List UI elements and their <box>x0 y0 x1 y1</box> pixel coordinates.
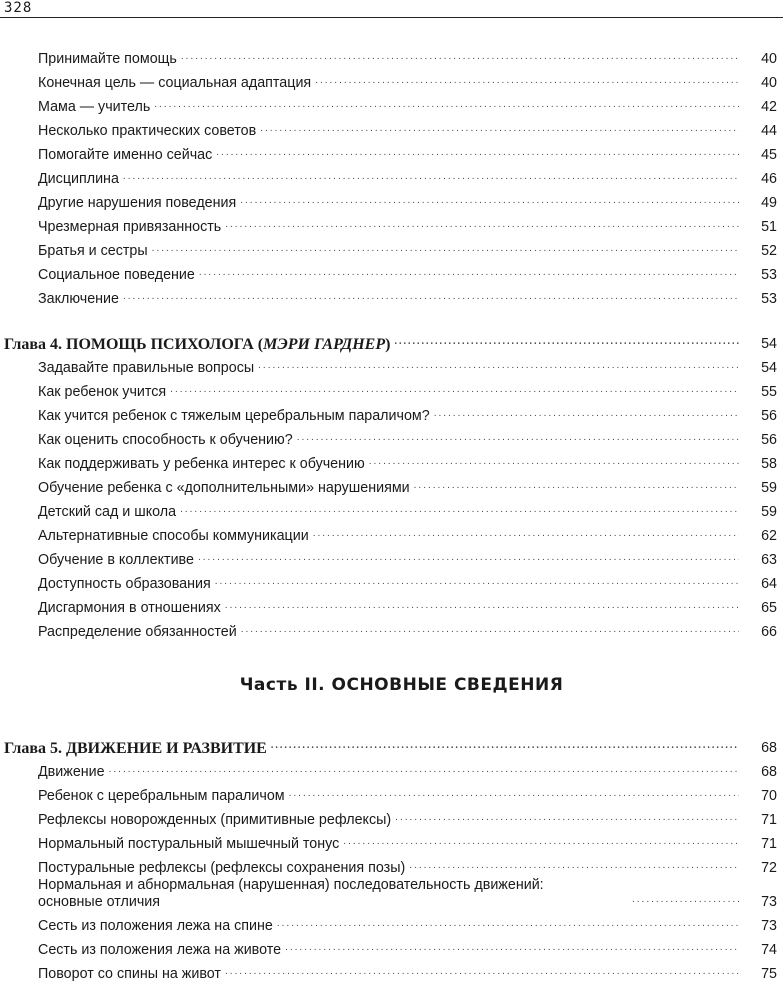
toc-entry-title-line1: Нормальная и абнормальная (нарушенная) последовательность движений: <box>38 877 544 893</box>
dot-leader <box>215 573 739 590</box>
toc-entry-page: 73 <box>739 918 777 935</box>
toc-entry-page: 65 <box>739 600 777 617</box>
dot-leader <box>180 501 739 518</box>
toc-entry-page: 70 <box>739 788 777 805</box>
toc-entry-page: 42 <box>739 99 777 116</box>
dot-leader <box>240 192 739 209</box>
toc-entry-title: Конечная цель — социальная адаптация <box>38 75 315 92</box>
header-rule <box>0 17 783 18</box>
toc-entry-title: Обучение ребенка с «дополнительными» нарушениями <box>38 480 414 497</box>
toc-entry <box>0 260 783 284</box>
toc-entry-page: 71 <box>739 812 777 829</box>
toc-entry-page: 64 <box>739 576 777 593</box>
toc-entry-page: 58 <box>739 456 777 473</box>
toc-entry-title: Заключение <box>38 291 123 308</box>
toc-entry-title-line2: основные отличия <box>38 894 161 910</box>
toc-entry-title: Другие нарушения поведения <box>38 195 240 212</box>
toc-entry-page: 62 <box>739 528 777 545</box>
toc-entry-page: 66 <box>739 624 777 641</box>
chapter-author: МЭРИ ГАРДНЕР <box>263 336 386 353</box>
chapter-title: Глава 5. ДВИЖЕНИЕ И РАЗВИТИЕ <box>4 740 271 757</box>
toc-entry <box>0 959 783 983</box>
toc-entry <box>0 497 783 521</box>
dot-leader <box>414 477 739 494</box>
toc-entry-page: 40 <box>739 75 777 92</box>
toc-entry-page: 52 <box>739 243 777 260</box>
spacer <box>0 308 783 327</box>
toc-entry-page: 75 <box>739 966 777 983</box>
toc-entry-title: Рефлексы новорожденных (примитивные рефлексы) <box>38 812 395 829</box>
dot-leader <box>343 833 739 850</box>
toc-entry <box>0 284 783 308</box>
toc-entry <box>0 757 783 781</box>
toc-entry-page: 56 <box>739 408 777 425</box>
part-heading: Часть II. ОСНОВНЫЕ СВЕДЕНИЯ <box>239 675 564 695</box>
chapter-title-close: ) <box>385 336 391 353</box>
toc-entry-page: 68 <box>739 764 777 781</box>
toc-entry-page: 46 <box>739 171 777 188</box>
dot-leader <box>632 891 739 908</box>
toc-entry-title: Сесть из положения лежа на животе <box>38 942 285 959</box>
toc-entry-page: 63 <box>739 552 777 569</box>
toc-entry-title: Задавайте правильные вопросы <box>38 360 258 377</box>
toc-entry-title: Обучение в коллективе <box>38 552 198 569</box>
dot-leader <box>109 761 739 778</box>
toc-entry <box>0 449 783 473</box>
toc-entry <box>0 853 783 877</box>
toc-entry-title: Ребенок с церебральным параличом <box>38 788 289 805</box>
toc-entry <box>0 935 783 959</box>
toc-entry <box>0 593 783 617</box>
toc-entry-page: 53 <box>739 291 777 308</box>
toc-entry-title: Как оценить способность к обучению? <box>38 432 297 449</box>
toc-entry-title: Дисгармония в отношениях <box>38 600 225 617</box>
toc-entry <box>0 92 783 116</box>
toc-entry-page: 73 <box>739 894 777 911</box>
toc-entry <box>0 44 783 68</box>
dot-leader <box>152 240 739 257</box>
toc-entry <box>0 473 783 497</box>
page-number: 328 <box>4 0 33 16</box>
dot-leader <box>313 525 739 542</box>
table-of-contents <box>0 44 783 983</box>
toc-entry <box>0 569 783 593</box>
dot-leader <box>315 72 739 89</box>
toc-entry <box>0 353 783 377</box>
toc-entry-page: 56 <box>739 432 777 449</box>
toc-entry-title: Доступность образования <box>38 576 215 593</box>
toc-entry-page: 51 <box>739 219 777 236</box>
toc-entry-title: Социальное поведение <box>38 267 199 284</box>
toc-entry-title: Принимайте помощь <box>38 51 181 68</box>
chapter-page: 54 <box>739 336 777 353</box>
toc-entry-page: 54 <box>739 360 777 377</box>
toc-entry-page: 53 <box>739 267 777 284</box>
toc-entry-title: Дисциплина <box>38 171 123 188</box>
toc-entry-title: Постуральные рефлексы (рефлексы сохранения позы) <box>38 860 409 877</box>
toc-entry-page: 71 <box>739 836 777 853</box>
toc-entry-title: Поворот со спины на живот <box>38 966 225 983</box>
dot-leader <box>181 48 739 65</box>
chapter-title-text: Глава 4. ПОМОЩЬ ПСИХОЛОГА ( <box>4 336 264 353</box>
dot-leader <box>434 405 739 422</box>
dot-leader <box>225 963 739 980</box>
dot-leader <box>395 809 739 826</box>
toc-entry-page: 49 <box>739 195 777 212</box>
toc-entry-title: Нормальный постуральный мышечный тонус <box>38 836 343 853</box>
toc-entry-page: 74 <box>739 942 777 959</box>
chapter-page: 68 <box>739 740 777 757</box>
dot-leader <box>285 939 739 956</box>
toc-entry-page: 59 <box>739 480 777 497</box>
toc-entry-title: Как ребенок учится <box>38 384 170 401</box>
dot-leader <box>289 785 739 802</box>
toc-entry <box>0 829 783 853</box>
dot-leader <box>225 216 739 233</box>
dot-leader <box>258 357 739 374</box>
dot-leader <box>277 915 739 932</box>
chapter-heading <box>0 327 783 353</box>
toc-entry <box>0 377 783 401</box>
toc-entry-title: Как поддерживать у ребенка интерес к обучению <box>38 456 369 473</box>
toc-entry <box>0 521 783 545</box>
dot-leader <box>369 453 739 470</box>
toc-entry <box>0 188 783 212</box>
dot-leader <box>216 144 739 161</box>
dot-leader <box>260 120 739 137</box>
toc-entry-page: 45 <box>739 147 777 164</box>
dot-leader <box>297 429 739 446</box>
dot-leader <box>225 597 739 614</box>
dot-leader <box>409 857 739 874</box>
toc-entry-title: Помогайте именно сейчас <box>38 147 216 164</box>
toc-entry-page: 44 <box>739 123 777 140</box>
toc-entry <box>0 401 783 425</box>
toc-entry <box>0 781 783 805</box>
toc-entry-title: Чрезмерная привязанность <box>38 219 225 236</box>
dot-leader <box>170 381 739 398</box>
toc-entry-title: Движение <box>38 764 109 781</box>
toc-entry-title: Альтернативные способы коммуникации <box>38 528 313 545</box>
chapter-title <box>4 336 394 353</box>
toc-entry <box>0 236 783 260</box>
toc-entry <box>0 164 783 188</box>
toc-entry <box>0 911 783 935</box>
toc-entry <box>0 68 783 92</box>
toc-entry-title: Детский сад и школа <box>38 504 180 521</box>
toc-entry <box>0 805 783 829</box>
dot-leader <box>394 333 739 350</box>
toc-entry <box>0 140 783 164</box>
toc-entry <box>0 545 783 569</box>
dot-leader <box>271 737 739 754</box>
dot-leader <box>123 168 739 185</box>
toc-entry-title: Несколько практических советов <box>38 123 260 140</box>
toc-entry-page: 40 <box>739 51 777 68</box>
toc-entry <box>0 617 783 641</box>
dot-leader <box>241 621 739 638</box>
toc-entry-page: 55 <box>739 384 777 401</box>
toc-entry-page: 59 <box>739 504 777 521</box>
toc-entry <box>0 425 783 449</box>
toc-entry-title: Сесть из положения лежа на спине <box>38 918 277 935</box>
toc-entry <box>0 116 783 140</box>
toc-entry <box>0 212 783 236</box>
toc-entry-title: Братья и сестры <box>38 243 152 260</box>
dot-leader <box>123 288 739 305</box>
dot-leader <box>198 549 739 566</box>
toc-entry-title: Распределение обязанностей <box>38 624 241 641</box>
dot-leader <box>154 96 739 113</box>
toc-entry-title: Как учится ребенок с тяжелым церебральным параличом? <box>38 408 434 425</box>
chapter-heading <box>0 731 783 757</box>
dot-leader <box>199 264 739 281</box>
toc-entry-title: Мама — учитель <box>38 99 154 116</box>
toc-entry <box>0 877 783 911</box>
toc-entry-page: 72 <box>739 860 777 877</box>
toc-entry-title <box>38 877 632 911</box>
